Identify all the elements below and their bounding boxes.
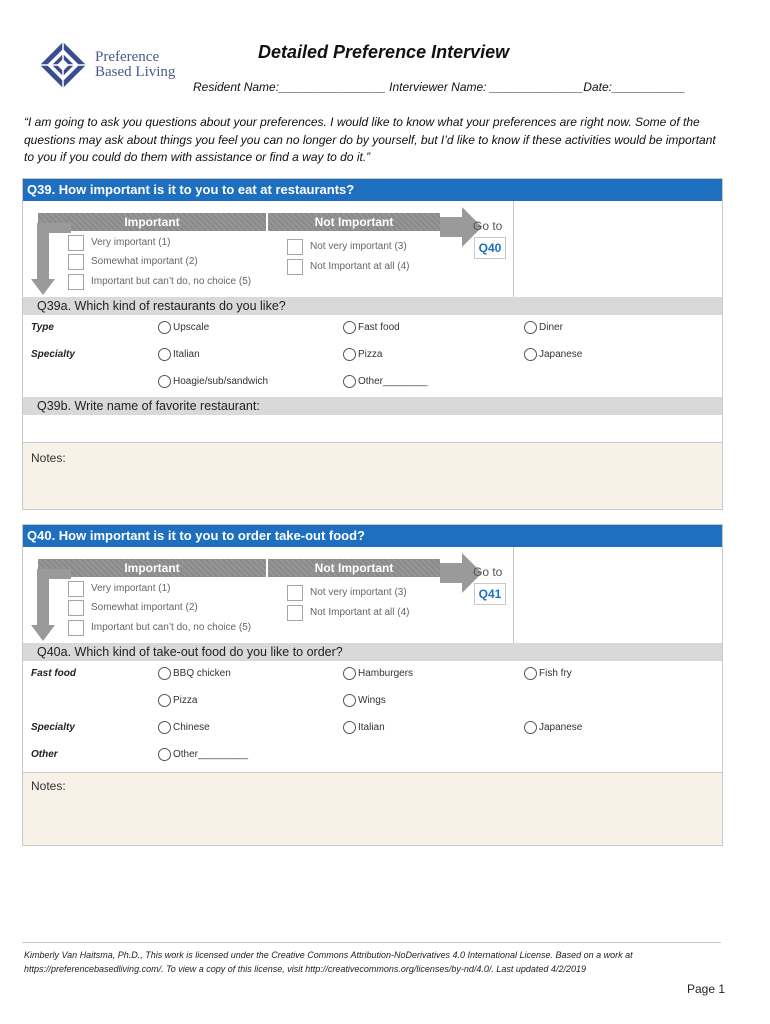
- option-label: Hamburgers: [358, 668, 414, 679]
- radio-icon[interactable]: [158, 694, 171, 707]
- q39-checkbox-somewhat-important[interactable]: [68, 254, 84, 270]
- q39a-row-label-type: Type: [31, 322, 54, 333]
- footer-divider: [22, 942, 721, 943]
- q39-option-not-very-important: Not very important (3): [310, 241, 407, 252]
- option-label: Fast food: [358, 322, 400, 333]
- names-line[interactable]: Resident Name:________________ Interviewer Name: ______________Date:___________: [193, 80, 686, 94]
- q39-divider: [513, 201, 514, 297]
- q39a-option-italian[interactable]: [158, 348, 200, 361]
- radio-icon[interactable]: [158, 375, 171, 388]
- q40-checkbox-somewhat-important[interactable]: [68, 600, 84, 616]
- q39-option-very-important: Very important (1): [91, 237, 171, 248]
- radio-icon[interactable]: [343, 721, 356, 734]
- q40-option-not-important-at-all: Not Important at all (4): [310, 607, 410, 618]
- q40-important-bar: Important: [38, 559, 266, 577]
- radio-icon[interactable]: [343, 667, 356, 680]
- q39-goto-label: Go to: [473, 219, 503, 233]
- q39-notes-label: Notes:: [31, 451, 66, 465]
- q39-option-somewhat-important: Somewhat important (2): [91, 256, 198, 267]
- q40a-row-label-other: Other: [31, 749, 58, 760]
- q39b-header: Q39b. Write name of favorite restaurant:: [23, 397, 722, 415]
- option-label: Upscale: [173, 322, 210, 333]
- q40a-option-bbq-chicken[interactable]: [158, 667, 231, 680]
- q39a-header: Q39a. Which kind of restaurants do you like?: [23, 297, 722, 315]
- q40-goto-target[interactable]: Q41: [474, 583, 506, 605]
- q39-checkbox-not-very-important[interactable]: [287, 239, 303, 255]
- q40-option-cant-do: Important but can’t do, no choice (5): [91, 622, 252, 633]
- page-title: Detailed Preference Interview: [258, 42, 510, 62]
- q39-down-arrow-icon: [31, 223, 71, 295]
- q40a-option-pizza[interactable]: [158, 694, 197, 707]
- q40-option-somewhat-important: Somewhat important (2): [91, 602, 198, 613]
- q40-notes-label: Notes:: [31, 779, 66, 793]
- radio-icon[interactable]: [158, 721, 171, 734]
- q39a-row-label-specialty: Specialty: [31, 349, 75, 360]
- intro-text: “I am going to ask you questions about your preferences. I would like to know what your preferences are right now. Some of the questions may ask about things you feel you can no longer do by yourself, but I’d like to know if these activities would be important to you if you could do them with assistance or find a way to do it.”: [24, 115, 716, 164]
- q39-important-bar: Important: [38, 213, 266, 231]
- q40a-option-italian[interactable]: [343, 721, 385, 734]
- logo-line-1: Preference: [95, 49, 160, 65]
- logo-line-2: Based Living: [95, 64, 176, 80]
- logo-text: [95, 50, 175, 80]
- radio-icon[interactable]: [524, 667, 537, 680]
- q40a-option-japanese[interactable]: [524, 721, 582, 734]
- page-number: Page 1: [687, 982, 726, 996]
- q40a-row-label-specialty: Specialty: [31, 722, 75, 733]
- radio-icon[interactable]: [524, 348, 537, 361]
- q39a-option-diner[interactable]: [524, 321, 563, 334]
- q40-checkbox-not-very-important[interactable]: [287, 585, 303, 601]
- q40a-header: Q40a. Which kind of take-out food do you like to order?: [23, 643, 722, 661]
- radio-icon[interactable]: [343, 375, 356, 388]
- q39-not-important-bar: Not Important: [268, 213, 440, 231]
- q39-checkbox-not-important-at-all[interactable]: [287, 259, 303, 275]
- radio-icon[interactable]: [158, 348, 171, 361]
- q40-notes-area[interactable]: [23, 773, 722, 845]
- q39-checkbox-cant-do[interactable]: [68, 274, 84, 290]
- q40a-option-fish-fry[interactable]: [524, 667, 572, 680]
- q39-option-not-important-at-all: Not Important at all (4): [310, 261, 410, 272]
- q40-down-arrow-icon: [31, 569, 71, 641]
- option-label: Hoagie/sub/sandwich: [173, 376, 269, 387]
- option-label: Japanese: [539, 722, 583, 733]
- q40-section: [22, 524, 723, 846]
- radio-icon[interactable]: [343, 694, 356, 707]
- option-label: Wings: [358, 695, 386, 706]
- radio-icon[interactable]: [158, 667, 171, 680]
- radio-icon[interactable]: [343, 321, 356, 334]
- option-label: Other_________: [173, 749, 249, 760]
- option-label: Chinese: [173, 722, 210, 733]
- option-label: Japanese: [539, 349, 583, 360]
- q40a-option-chinese[interactable]: [158, 721, 210, 734]
- q40-checkbox-cant-do[interactable]: [68, 620, 84, 636]
- q40-checkbox-not-important-at-all[interactable]: [287, 605, 303, 621]
- q40-goto-label: Go to: [473, 565, 503, 579]
- q39a-option-pizza[interactable]: [343, 348, 382, 361]
- option-label: Italian: [173, 349, 200, 360]
- q39a-option-upscale[interactable]: [158, 321, 209, 334]
- q39a-option-japanese[interactable]: [524, 348, 582, 361]
- q40a-option-wings[interactable]: [343, 694, 386, 707]
- radio-icon[interactable]: [524, 321, 537, 334]
- q39-checkbox-very-important[interactable]: [68, 235, 84, 251]
- option-label: Diner: [539, 322, 563, 333]
- q40-divider: [513, 547, 514, 643]
- option-label: Fish fry: [539, 668, 572, 679]
- q40-option-very-important: Very important (1): [91, 583, 171, 594]
- q40a-option-hamburgers[interactable]: [343, 667, 413, 680]
- q39a-option-other[interactable]: [343, 375, 428, 388]
- q40a-option-other[interactable]: [158, 748, 248, 761]
- q39-notes-area[interactable]: [23, 443, 722, 509]
- q39b-answer-field[interactable]: [23, 416, 722, 442]
- q39-goto-target[interactable]: Q40: [474, 237, 506, 259]
- option-label: Pizza: [173, 695, 198, 706]
- q40-option-not-very-important: Not very important (3): [310, 587, 407, 598]
- q40a-row-label-fast-food: Fast food: [31, 668, 76, 679]
- license-footer: Kimberly Van Haitsma, Ph.D., This work is licensed under the Creative Commons Attribution-NoDerivatives 4.0 International License. Based on a work at https://preferencebasedliving.com/. To view a copy of this license, visit http://creativecommons.org/licenses/by-nd/4.0/. Last updated 4/2/2019: [24, 950, 633, 974]
- option-label: Italian: [358, 722, 385, 733]
- radio-icon[interactable]: [158, 748, 171, 761]
- q39a-option-fast-food[interactable]: [343, 321, 400, 334]
- q40-checkbox-very-important[interactable]: [68, 581, 84, 597]
- radio-icon[interactable]: [524, 721, 537, 734]
- option-label: BBQ chicken: [173, 668, 231, 679]
- q39-section: [22, 178, 723, 510]
- radio-icon[interactable]: [343, 348, 356, 361]
- q39-header: Q39. How important is it to you to eat at restaurants?: [23, 179, 722, 201]
- option-label: Pizza: [358, 349, 383, 360]
- q39-option-cant-do: Important but can’t do, no choice (5): [91, 276, 252, 287]
- q39a-option-hoagie[interactable]: [158, 375, 268, 388]
- q40-header: Q40. How important is it to you to order take-out food?: [23, 525, 722, 547]
- logo-diamond-icon: [38, 40, 88, 90]
- radio-icon[interactable]: [158, 321, 171, 334]
- option-label: Other________: [358, 376, 428, 387]
- q40-not-important-bar: Not Important: [268, 559, 440, 577]
